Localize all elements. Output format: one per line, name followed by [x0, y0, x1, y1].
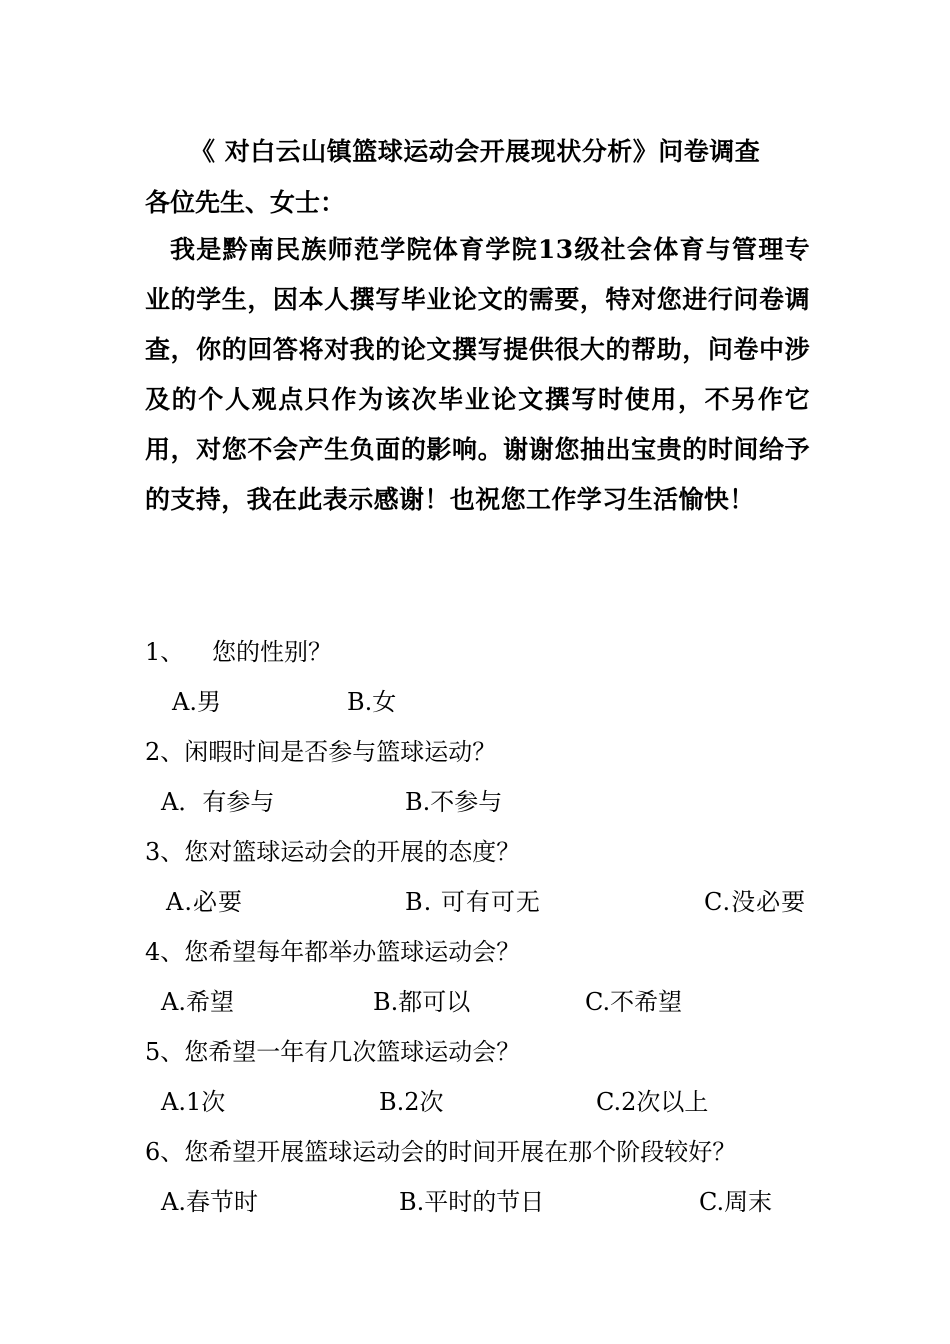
question-3-option-b[interactable]: B. 可有可无	[405, 888, 541, 916]
question-4-option-a[interactable]: A.希望	[161, 988, 234, 1016]
question-2-text: 2、闲暇时间是否参与篮球运动？	[145, 738, 497, 766]
question-5-option-b[interactable]: B.2次	[379, 1088, 444, 1116]
question-1-option-b[interactable]: B.女	[347, 688, 397, 716]
question-6-option-a[interactable]: A.春节时	[161, 1188, 258, 1216]
question-3-option-c[interactable]: C.没必要	[704, 888, 807, 916]
question-4-option-b[interactable]: B.都可以	[373, 988, 471, 1016]
greeting: 各位先生、女士：	[145, 188, 346, 217]
question-2-option-b[interactable]: B.不参与	[405, 788, 503, 816]
question-4-text: 4、您希望每年都举办篮球运动会？	[145, 938, 521, 966]
question-5-text: 5、您希望一年有几次篮球运动会？	[145, 1038, 521, 1066]
document-title: 《 对白云山镇篮球运动会开展现状分析》问卷调查	[190, 137, 761, 166]
question-5-option-c[interactable]: C.2次以上	[596, 1088, 709, 1116]
question-6-option-c[interactable]: C.周末	[699, 1188, 773, 1216]
question-1-option-a[interactable]: A.男	[172, 688, 221, 716]
question-2-option-a[interactable]: A．有参与	[161, 788, 275, 816]
question-3-option-a[interactable]: A.必要	[166, 888, 243, 916]
intro-paragraph: 我是黔南民族师范学院体育学院13级社会体育与管理专业的学生，因本人撰写毕业论文的需要，特对您进行问卷调查，你的回答将对我的论文撰写提供很大的帮助，问卷中涉及的个人观点只作为该次毕业论文撰写时使用，不另作它用，对您不会产生负面的影响。谢谢您抽出宝贵的时间给予的支持，我在此表示感谢！也祝您工作学习生活愉快！	[145, 235, 810, 514]
question-1-number: 1、	[145, 638, 185, 666]
question-5-option-a[interactable]: A.1次	[161, 1088, 226, 1116]
question-6-text: 6、您希望开展篮球运动会的时间开展在那个阶段较好？	[145, 1138, 737, 1166]
question-6-option-b[interactable]: B.平时的节日	[399, 1188, 545, 1216]
question-1-text: 您的性别？	[212, 638, 332, 666]
question-4-option-c[interactable]: C.不希望	[585, 988, 683, 1016]
question-3-text: 3、您对篮球运动会的开展的态度？	[145, 838, 521, 866]
